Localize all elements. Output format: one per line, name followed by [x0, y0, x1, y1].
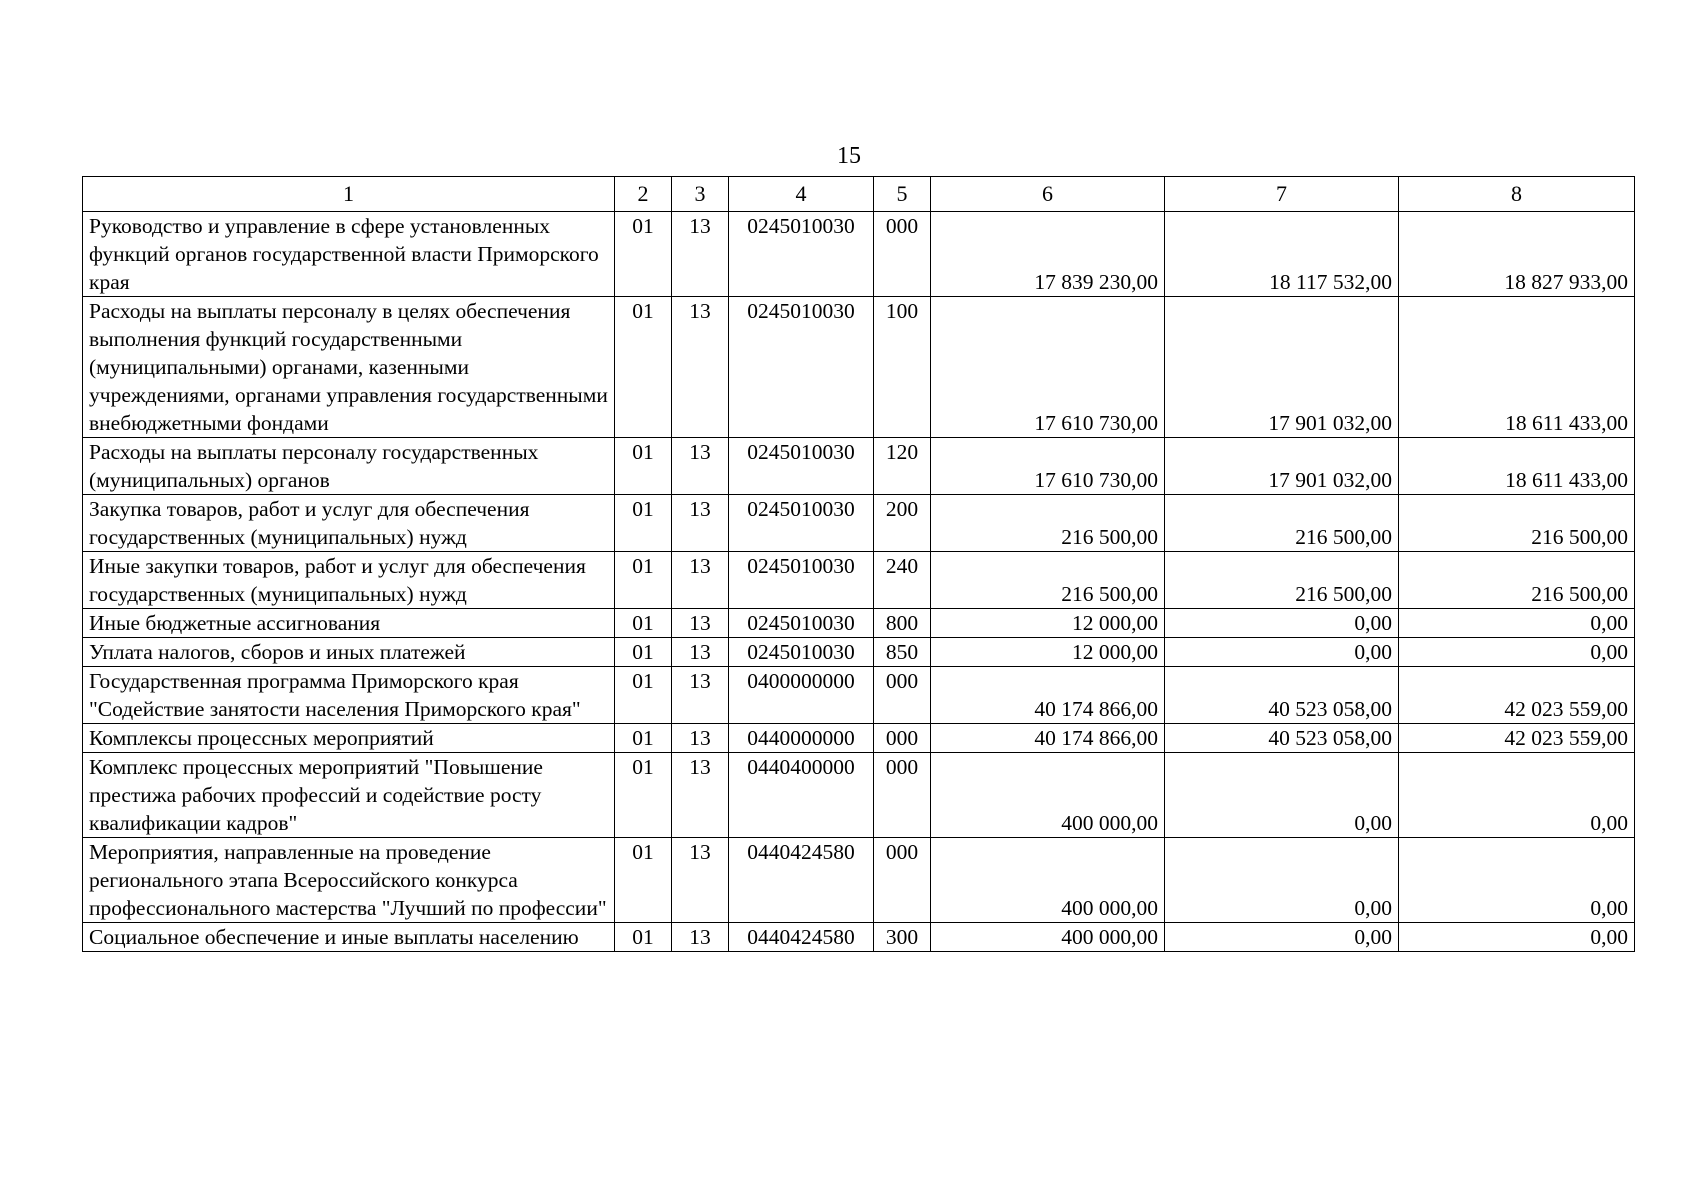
code-section: 01: [615, 297, 672, 438]
amount-col6: 400 000,00: [931, 923, 1165, 952]
code-expense-type: 240: [874, 552, 931, 609]
amount-col8: 216 500,00: [1399, 495, 1635, 552]
row-name: Руководство и управление в сфере установленных функций органов государственной власти Приморского края: [83, 212, 615, 297]
code-section: 01: [615, 609, 672, 638]
amount-col7: 40 523 058,00: [1165, 667, 1399, 724]
table-row: [83, 638, 1635, 667]
table-row: [83, 212, 1635, 297]
code-target: 0245010030: [729, 297, 874, 438]
header-cell: 1: [83, 177, 615, 212]
table-row: [83, 724, 1635, 753]
amount-col6: 400 000,00: [931, 838, 1165, 923]
code-target: 0245010030: [729, 638, 874, 667]
code-section: 01: [615, 667, 672, 724]
amount-col7: 18 117 532,00: [1165, 212, 1399, 297]
code-section: 01: [615, 212, 672, 297]
amount-col8: 42 023 559,00: [1399, 667, 1635, 724]
amount-col7: 17 901 032,00: [1165, 297, 1399, 438]
code-target: 0245010030: [729, 495, 874, 552]
code-section: 01: [615, 638, 672, 667]
amount-col7: 17 901 032,00: [1165, 438, 1399, 495]
code-expense-type: 000: [874, 724, 931, 753]
header-cell: 2: [615, 177, 672, 212]
row-name: Уплата налогов, сборов и иных платежей: [83, 638, 615, 667]
code-expense-type: 000: [874, 838, 931, 923]
amount-col6: 40 174 866,00: [931, 724, 1165, 753]
table-row: [83, 552, 1635, 609]
amount-col8: 0,00: [1399, 923, 1635, 952]
amount-col7: 0,00: [1165, 838, 1399, 923]
budget-table: [82, 176, 1635, 952]
code-section: 01: [615, 495, 672, 552]
row-name: Иные бюджетные ассигнования: [83, 609, 615, 638]
amount-col8: 0,00: [1399, 609, 1635, 638]
amount-col6: 17 610 730,00: [931, 297, 1165, 438]
code-subsection: 13: [672, 638, 729, 667]
row-name: Иные закупки товаров, работ и услуг для обеспечения государственных (муниципальных) нужд: [83, 552, 615, 609]
amount-col8: 18 611 433,00: [1399, 297, 1635, 438]
amount-col8: 0,00: [1399, 638, 1635, 667]
code-expense-type: 120: [874, 438, 931, 495]
amount-col8: 18 611 433,00: [1399, 438, 1635, 495]
amount-col6: 216 500,00: [931, 552, 1165, 609]
code-expense-type: 100: [874, 297, 931, 438]
code-subsection: 13: [672, 609, 729, 638]
code-section: 01: [615, 724, 672, 753]
amount-col7: 40 523 058,00: [1165, 724, 1399, 753]
code-subsection: 13: [672, 212, 729, 297]
table-row: [83, 753, 1635, 838]
amount-col6: 12 000,00: [931, 609, 1165, 638]
header-cell: 5: [874, 177, 931, 212]
code-target: 0440000000: [729, 724, 874, 753]
table-row: [83, 297, 1635, 438]
amount-col7: 0,00: [1165, 638, 1399, 667]
amount-col8: 42 023 559,00: [1399, 724, 1635, 753]
code-subsection: 13: [672, 438, 729, 495]
code-subsection: 13: [672, 724, 729, 753]
amount-col7: 0,00: [1165, 923, 1399, 952]
code-target: 0400000000: [729, 667, 874, 724]
header-cell: 4: [729, 177, 874, 212]
code-expense-type: 850: [874, 638, 931, 667]
code-section: 01: [615, 552, 672, 609]
amount-col7: 216 500,00: [1165, 495, 1399, 552]
code-target: 0245010030: [729, 212, 874, 297]
amount-col6: 400 000,00: [931, 753, 1165, 838]
amount-col8: 0,00: [1399, 838, 1635, 923]
header-cell: 3: [672, 177, 729, 212]
code-expense-type: 000: [874, 667, 931, 724]
header-row: [83, 177, 1635, 212]
row-name: Комплексы процессных мероприятий: [83, 724, 615, 753]
table-row: [83, 438, 1635, 495]
page-number: 15: [837, 143, 861, 169]
code-subsection: 13: [672, 667, 729, 724]
amount-col6: 17 839 230,00: [931, 212, 1165, 297]
header-cell: 7: [1165, 177, 1399, 212]
row-name: Государственная программа Приморского края "Содействие занятости населения Приморского края": [83, 667, 615, 724]
amount-col8: 0,00: [1399, 753, 1635, 838]
row-name: Социальное обеспечение и иные выплаты населению: [83, 923, 615, 952]
amount-col7: 0,00: [1165, 609, 1399, 638]
code-subsection: 13: [672, 753, 729, 838]
row-name: Комплекс процессных мероприятий "Повышение престижа рабочих профессий и содействие росту квалификации кадров": [83, 753, 615, 838]
code-target: 0440400000: [729, 753, 874, 838]
row-name: Расходы на выплаты персоналу в целях обеспечения выполнения функций государственными (муниципальными) органами, казенными учреждениями, органами управления государственными внебюджетными фондами: [83, 297, 615, 438]
table-row: [83, 667, 1635, 724]
amount-col6: 40 174 866,00: [931, 667, 1165, 724]
code-subsection: 13: [672, 552, 729, 609]
header-cell: 6: [931, 177, 1165, 212]
code-target: 0245010030: [729, 552, 874, 609]
amount-col7: 216 500,00: [1165, 552, 1399, 609]
code-target: 0440424580: [729, 923, 874, 952]
row-name: Закупка товаров, работ и услуг для обеспечения государственных (муниципальных) нужд: [83, 495, 615, 552]
code-subsection: 13: [672, 495, 729, 552]
code-target: 0245010030: [729, 438, 874, 495]
table-row: [83, 609, 1635, 638]
header-cell: 8: [1399, 177, 1635, 212]
code-expense-type: 300: [874, 923, 931, 952]
code-subsection: 13: [672, 297, 729, 438]
amount-col8: 216 500,00: [1399, 552, 1635, 609]
code-section: 01: [615, 923, 672, 952]
code-expense-type: 800: [874, 609, 931, 638]
row-name: Мероприятия, направленные на проведение регионального этапа Всероссийского конкурса профессионального мастерства "Лучший по профессии": [83, 838, 615, 923]
table-row: [83, 495, 1635, 552]
code-section: 01: [615, 438, 672, 495]
amount-col8: 18 827 933,00: [1399, 212, 1635, 297]
code-subsection: 13: [672, 923, 729, 952]
table-row: [83, 838, 1635, 923]
code-target: 0245010030: [729, 609, 874, 638]
code-expense-type: 000: [874, 753, 931, 838]
amount-col6: 17 610 730,00: [931, 438, 1165, 495]
amount-col6: 12 000,00: [931, 638, 1165, 667]
row-name: Расходы на выплаты персоналу государственных (муниципальных) органов: [83, 438, 615, 495]
code-expense-type: 000: [874, 212, 931, 297]
table-row: [83, 923, 1635, 952]
amount-col7: 0,00: [1165, 753, 1399, 838]
amount-col6: 216 500,00: [931, 495, 1165, 552]
code-target: 0440424580: [729, 838, 874, 923]
code-subsection: 13: [672, 838, 729, 923]
code-expense-type: 200: [874, 495, 931, 552]
code-section: 01: [615, 753, 672, 838]
code-section: 01: [615, 838, 672, 923]
